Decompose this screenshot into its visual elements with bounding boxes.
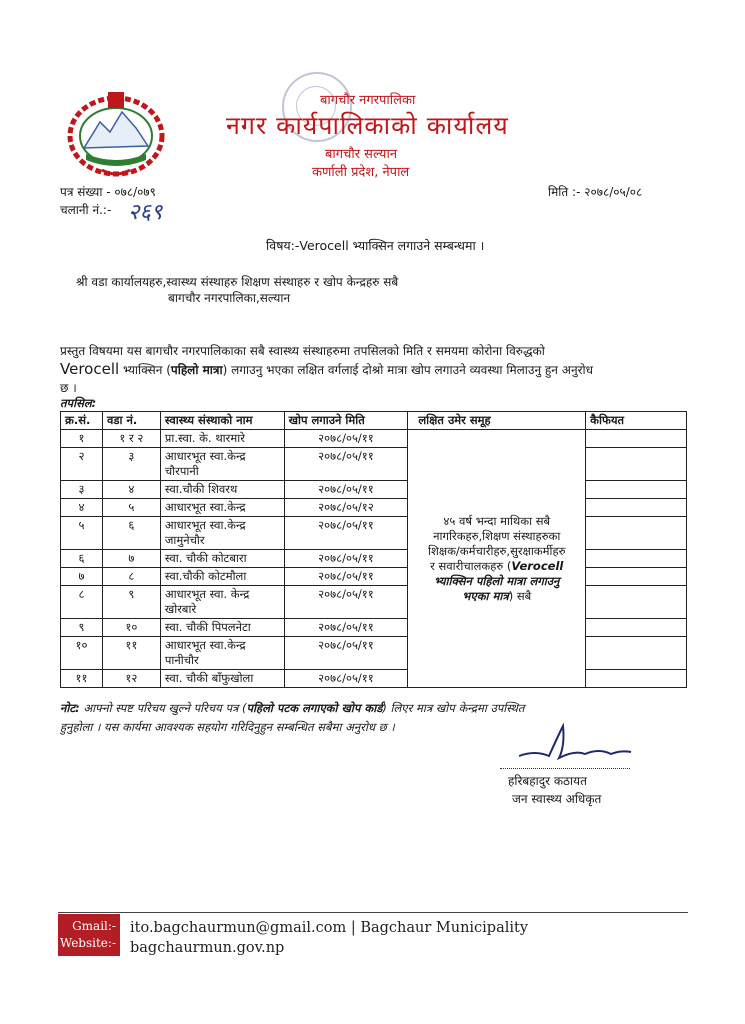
institution-name-line-1: आधारभूत स्वा.केन्द्र [164, 500, 246, 514]
target-line: नागरिकहरु,शिक्षण संस्थाहरुका [433, 528, 561, 543]
institution-name-line-1: स्वा.चौकी कोटमौला [164, 569, 247, 583]
institution-name-line-2: जामुनेचौर [164, 533, 205, 547]
row-institution [160, 430, 284, 448]
row-institution [160, 637, 284, 670]
signature-handwritten [515, 720, 635, 772]
institution-name-line-2: खोरबारे [164, 602, 197, 616]
body-paragraph [60, 342, 690, 397]
institution-name-line-1: स्वा.चौकी शिवरथ [164, 482, 238, 496]
institution-name-line-1: स्वा. चौकी बाँफुखोला [164, 671, 254, 685]
row-institution [160, 499, 284, 517]
institution-name-line-1: आधारभूत स्वा. केन्द्र [164, 587, 250, 601]
header-date: खोप लगाउने मिति [284, 412, 408, 430]
row-date: २०७८/०५/११ [284, 517, 408, 550]
table-row [61, 619, 687, 637]
row-date: २०७८/०५/११ [284, 619, 408, 637]
table-caption: तपसिल: [60, 396, 97, 410]
row-sn: १ [61, 430, 103, 448]
body-line-3: छ । [60, 381, 77, 395]
row-institution [160, 517, 284, 550]
target-line: शिक्षक/कर्मचारीहरु,सुरक्षाकर्मीहरु [428, 543, 566, 558]
note-line-2: हुनुहोला । यस कार्यमा आवश्यक सहयोग गरिदिनुहुन सम्बन्धित सबैमा अनुरोध छ । [60, 720, 395, 734]
subject-line: विषय:-Verocell भ्याक्सिन लगाउने सम्बन्धमा । [266, 238, 485, 253]
institution-name-line-1: स्वा. चौकी पिपलनेटा [164, 620, 251, 634]
target-group-cell [408, 430, 586, 688]
table-row [61, 670, 687, 688]
recipient-line-1: श्री वडा कार्यालयहरु,स्वास्थ्य संस्थाहरु शिक्षण संस्थाहरु र खोप केन्द्रहरु सबै [76, 275, 399, 289]
office-title: नगर कार्यपालिकाको कार्यालय [226, 111, 509, 140]
recipient-line-2: बागचौर नगरपालिका,सल्यान [168, 291, 291, 305]
row-date: २०७८/०५/११ [284, 637, 408, 670]
row-sn: ९ [61, 619, 103, 637]
row-institution [160, 448, 284, 481]
note-text: आफ्नो स्पष्ट परिचय खुल्ने परिचय पत्र ( [79, 701, 247, 715]
target-line: ४५ वर्ष भन्दा माथिका सबै [443, 513, 551, 528]
table-header-row [61, 412, 687, 430]
institution-name-line-1: आधारभूत स्वा.केन्द्र [164, 449, 246, 463]
target-line [414, 574, 579, 589]
note-text: ) लिएर मात्र खोप केन्द्रमा उपस्थित [382, 701, 525, 715]
first-dose-bold: पहिलो मात्रा [170, 363, 223, 377]
office-location: बागचौर सल्यान [325, 147, 398, 162]
footer-divider [58, 912, 688, 913]
row-institution [160, 586, 284, 619]
row-remarks [586, 568, 687, 586]
row-ward: १२ [102, 670, 160, 688]
body-line-1: प्रस्तुत विषयमा यस बागचौर नगरपालिकाका सबै स्वास्थ्य संस्थाहरुमा तपसिलको मिति र समयमा कोरोना विरुद्धको [60, 344, 545, 358]
row-ward: ५ [102, 499, 160, 517]
row-sn: ६ [61, 550, 103, 568]
row-date: २०७८/०५/११ [284, 550, 408, 568]
table-row [61, 430, 687, 448]
row-date: २०७८/०५/११ [284, 448, 408, 481]
letter-number: पत्र संख्या - ०७८/०७९ [60, 185, 156, 199]
target-text: भ्याक्सिन पहिलो मात्रा लगाउनु [434, 573, 560, 588]
row-remarks [586, 670, 687, 688]
row-ward: ६ [102, 517, 160, 550]
row-ward: ४ [102, 481, 160, 499]
row-sn: ३ [61, 481, 103, 499]
body-line-2 [60, 360, 690, 379]
target-text: र सवारीचालकहरु ( [430, 558, 512, 573]
gmail-label: Gmail:- [72, 919, 116, 933]
row-remarks [586, 448, 687, 481]
signatory-title: जन स्वास्थ्य अधिकृत [512, 792, 602, 806]
row-sn: २ [61, 448, 103, 481]
header-remarks: कैफियत [586, 412, 687, 430]
institution-name-line-1: स्वा. चौकी कोटबारा [164, 551, 247, 565]
signature-line [500, 768, 630, 769]
row-remarks [586, 430, 687, 448]
row-ward: ७ [102, 550, 160, 568]
target-text: भएका मात्र [462, 588, 509, 603]
row-institution [160, 568, 284, 586]
header-target-group: लक्षित उमेर समूह [408, 412, 586, 430]
row-date: २०७८/०५/११ [284, 481, 408, 499]
row-remarks [586, 586, 687, 619]
table-row [61, 448, 687, 481]
table-row [61, 586, 687, 619]
row-date: २०७८/०५/१२ [284, 499, 408, 517]
target-vaccine: Verocell [511, 558, 564, 573]
footer-email[interactable]: ito.bagchaurmun@gmail.com | Bagchaur Municipality [130, 920, 529, 936]
vaccine-name: Verocell [60, 360, 120, 378]
signatory-name: हरिबहादुर कठायत [508, 774, 587, 788]
institution-name-line-2: चौरपानी [164, 464, 199, 478]
body-text: ) लगाउनु भएका लक्षित वर्गलाई दोश्रो मात्रा खोप लगाउने व्यवस्था मिलाउनु हुन अनुरोध [222, 363, 594, 377]
header-institution: स्वास्थ्य संस्थाको नाम [160, 412, 284, 430]
row-ward: ८ [102, 568, 160, 586]
table-row [61, 481, 687, 499]
letter-date: मिति :- २०७८/०५/०८ [548, 185, 643, 199]
vaccination-schedule-table [60, 411, 687, 688]
province-line: कर्णाली प्रदेश, नेपाल [312, 165, 410, 180]
website-label: Website:- [59, 936, 116, 950]
target-text: ) सबै [508, 588, 532, 603]
target-line [414, 589, 579, 604]
row-ward: १० [102, 619, 160, 637]
header-sn: क्र.सं. [61, 412, 103, 430]
row-remarks [586, 619, 687, 637]
dispatch-label: चलानी नं.:- [60, 203, 112, 217]
table-row [61, 517, 687, 550]
table-row [61, 499, 687, 517]
municipality-name: बागचौर नगरपालिका [320, 93, 416, 108]
row-ward: ९ [102, 586, 160, 619]
institution-name-line-1: आधारभूत स्वा.केन्द्र [164, 518, 246, 532]
row-sn: ५ [61, 517, 103, 550]
row-institution [160, 619, 284, 637]
row-sn: ७ [61, 568, 103, 586]
row-date: २०७८/०५/११ [284, 430, 408, 448]
row-institution [160, 670, 284, 688]
footer-website-link[interactable]: bagchaurmun.gov.np [130, 940, 285, 956]
note-label: नोट: [60, 701, 80, 715]
row-date: २०७८/०५/११ [284, 586, 408, 619]
table-row [61, 550, 687, 568]
target-line [414, 559, 579, 574]
dispatch-number-handwritten: २६९ [128, 200, 163, 225]
row-remarks [586, 517, 687, 550]
body-text: भ्याक्सिन ( [119, 363, 171, 377]
institution-name-line-1: आधारभूत स्वा.केन्द्र [164, 638, 246, 652]
row-sn: ११ [61, 670, 103, 688]
row-institution [160, 481, 284, 499]
table-row [61, 637, 687, 670]
row-ward: ३ [102, 448, 160, 481]
note-bold: पहिलो पटक लगाएको खोप कार्ड [246, 701, 383, 715]
table-row [61, 568, 687, 586]
row-sn: ८ [61, 586, 103, 619]
row-sn: ४ [61, 499, 103, 517]
row-ward: ११ [102, 637, 160, 670]
row-date: २०७८/०५/११ [284, 568, 408, 586]
row-remarks [586, 550, 687, 568]
row-sn: १० [61, 637, 103, 670]
row-institution [160, 550, 284, 568]
nepal-emblem [66, 88, 166, 178]
row-remarks [586, 499, 687, 517]
footer-label-box [58, 914, 120, 956]
row-remarks [586, 637, 687, 670]
row-ward: १ र २ [102, 430, 160, 448]
institution-name-line-2: पानीचौर [164, 653, 199, 667]
header-ward: वडा नं. [102, 412, 160, 430]
row-remarks [586, 481, 687, 499]
row-date: २०७८/०५/११ [284, 670, 408, 688]
institution-name-line-1: प्रा.स्वा. के. थारमारे [164, 431, 245, 445]
